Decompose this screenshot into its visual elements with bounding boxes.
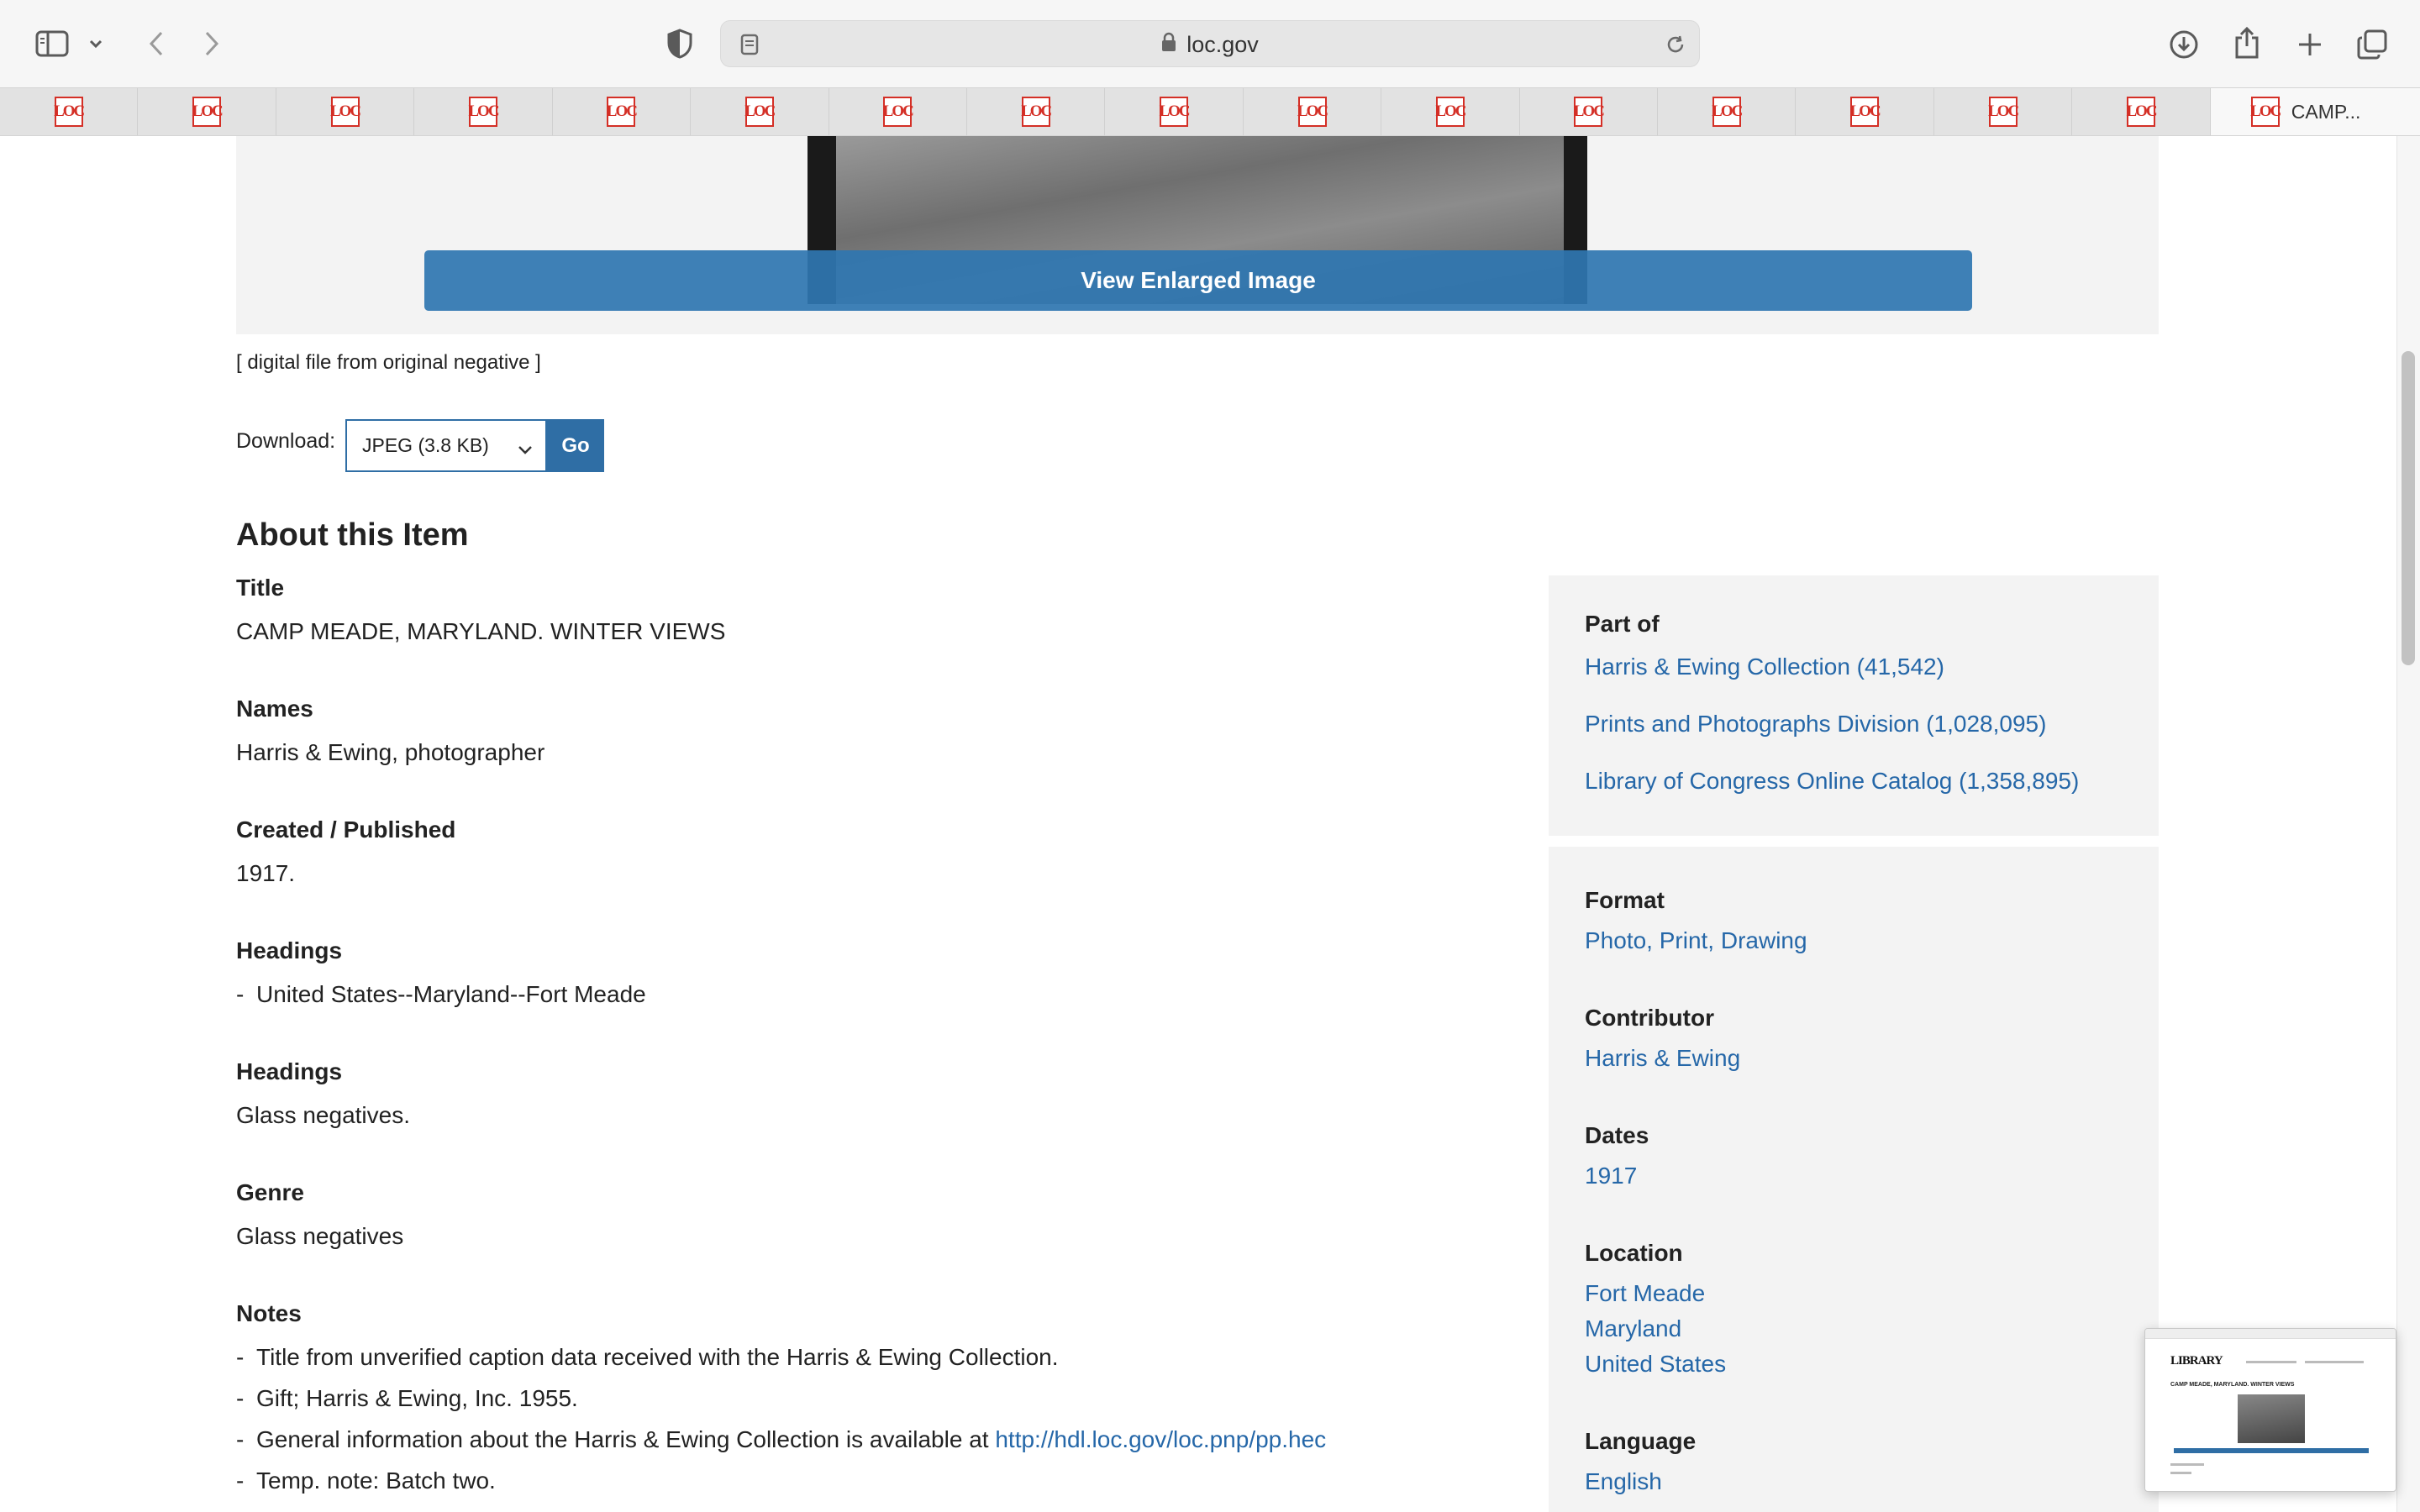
loc-favicon-icon: LOC — [1022, 97, 1050, 127]
created-value: 1917. — [236, 860, 296, 886]
browser-tab[interactable] — [138, 88, 276, 135]
genre-label: Genre — [236, 1179, 304, 1205]
download-icon[interactable] — [2165, 25, 2203, 64]
lock-icon — [1161, 32, 1176, 58]
part-of-link[interactable]: Library of Congress Online Catalog (1,358,895) — [1585, 768, 2080, 794]
browser-tab[interactable] — [967, 88, 1105, 135]
chevron-down-icon — [517, 438, 534, 460]
title-value: CAMP MEADE, MARYLAND. WINTER VIEWS — [236, 618, 726, 644]
browser-tab[interactable] — [1244, 88, 1381, 135]
loc-favicon-icon: LOC — [745, 97, 774, 127]
loc-favicon-icon: LOC — [469, 97, 497, 127]
loc-favicon-icon: LOC — [1298, 97, 1327, 127]
notes-item: - Title from unverified caption data received with the Harris & Ewing Collection. — [236, 1344, 1059, 1370]
genre-value: Glass negatives — [236, 1223, 404, 1249]
notes-item: - Temp. note: Batch two. — [236, 1467, 496, 1494]
tab-overview-icon[interactable] — [2353, 25, 2391, 64]
loc-favicon-icon: LOC — [1712, 97, 1741, 127]
browser-tab[interactable] — [691, 88, 829, 135]
forward-icon[interactable] — [195, 27, 229, 60]
download-format-value: JPEG (3.8 KB) — [362, 434, 489, 456]
browser-tab[interactable] — [414, 88, 552, 135]
loc-favicon-icon: LOC — [1160, 97, 1188, 127]
page-thumbnail-preview[interactable] — [2144, 1328, 2396, 1492]
privacy-shield-icon[interactable] — [663, 25, 697, 62]
tab-title: CAMP... — [2291, 100, 2361, 123]
browser-tab[interactable] — [829, 88, 967, 135]
browser-tab[interactable] — [2211, 88, 2420, 135]
names-value: Harris & Ewing, photographer — [236, 739, 545, 765]
browser-tab[interactable] — [1796, 88, 1933, 135]
tab-strip — [0, 87, 2420, 136]
headings-value-2: Glass negatives. — [236, 1102, 410, 1128]
browser-tab[interactable] — [1105, 88, 1243, 135]
part-of-link[interactable]: Harris & Ewing Collection (41,542) — [1585, 654, 1944, 680]
browser-tab[interactable] — [1934, 88, 2072, 135]
collection-info-link[interactable]: http://hdl.loc.gov/loc.pnp/pp.hec — [995, 1426, 1327, 1452]
image-viewer — [236, 136, 2159, 334]
browser-tab[interactable] — [1381, 88, 1519, 135]
loc-favicon-icon: LOC — [883, 97, 912, 127]
part-of-label: Part of — [1585, 611, 1660, 637]
browser-tab[interactable] — [2072, 88, 2210, 135]
share-icon[interactable] — [2228, 22, 2266, 64]
names-label: Names — [236, 696, 313, 722]
new-tab-icon[interactable] — [2291, 25, 2329, 64]
location-link[interactable]: Fort Meade — [1585, 1280, 1706, 1306]
loc-favicon-icon: LOC — [2127, 97, 2155, 127]
browser-tab[interactable] — [1520, 88, 1658, 135]
location-label: Location — [1585, 1240, 1683, 1266]
browser-toolbar — [0, 0, 2420, 87]
headings-label-2: Headings — [236, 1058, 343, 1084]
loc-favicon-icon: LOC — [1850, 97, 1879, 127]
back-icon[interactable] — [139, 27, 173, 60]
dates-link[interactable]: 1917 — [1585, 1163, 1638, 1189]
loc-favicon-icon: LOC — [1574, 97, 1602, 127]
headings-item: - United States--Maryland--Fort Meade — [236, 981, 646, 1007]
format-label: Format — [1585, 887, 1665, 913]
browser-tab[interactable] — [0, 88, 138, 135]
browser-tab[interactable] — [276, 88, 414, 135]
contributor-label: Contributor — [1585, 1005, 1714, 1031]
browser-tab[interactable] — [1658, 88, 1796, 135]
metadata-panel — [1549, 847, 2159, 1512]
created-label: Created / Published — [236, 816, 456, 843]
download-format-select[interactable] — [345, 419, 547, 472]
thumbnail-title: CAMP MEADE, MARYLAND. WINTER VIEWS — [2170, 1382, 2295, 1388]
headings-label: Headings — [236, 937, 343, 963]
contributor-link[interactable]: Harris & Ewing — [1585, 1045, 1741, 1071]
chevron-down-icon[interactable] — [84, 32, 108, 55]
loc-favicon-icon: LOC — [2251, 97, 2280, 127]
loc-favicon-icon: LOC — [331, 97, 360, 127]
loc-favicon-icon: LOC — [192, 97, 221, 127]
loc-favicon-icon: LOC — [55, 97, 83, 127]
location-link[interactable]: United States — [1585, 1351, 1727, 1377]
url-text: loc.gov — [1186, 31, 1259, 57]
go-button[interactable]: Go — [547, 419, 604, 472]
page-content — [0, 136, 2420, 1512]
image-caption: [ digital file from original negative ] — [236, 351, 541, 374]
download-label: Download: — [236, 429, 336, 453]
about-heading: About this Item — [236, 517, 469, 553]
sidebar-toggle-icon[interactable] — [34, 27, 71, 60]
notes-label: Notes — [236, 1300, 302, 1326]
language-link[interactable]: English — [1585, 1468, 1662, 1494]
browser-tab[interactable] — [553, 88, 691, 135]
format-link[interactable]: Photo, Print, Drawing — [1585, 927, 1807, 953]
scrollbar-thumb[interactable] — [2402, 351, 2415, 665]
loc-favicon-icon: LOC — [607, 97, 635, 127]
part-of-panel — [1549, 575, 2159, 836]
part-of-link[interactable]: Prints and Photographs Division (1,028,095) — [1585, 711, 2047, 737]
scrollbar-track[interactable] — [2396, 136, 2420, 1512]
language-label: Language — [1585, 1428, 1697, 1454]
loc-favicon-icon: LOC — [1989, 97, 2018, 127]
dates-label: Dates — [1585, 1122, 1649, 1148]
thumbnail-logo: LIBRARY — [2170, 1354, 2223, 1368]
loc-favicon-icon: LOC — [1436, 97, 1465, 127]
reload-icon[interactable] — [1664, 33, 1687, 56]
address-bar[interactable] — [720, 20, 1700, 67]
notes-item: - General information about the Harris & Ewing Collection is available at http://hdl.loc.gov/loc.pnp/pp.hec — [236, 1426, 1327, 1452]
thumbnail-photo — [2238, 1394, 2305, 1443]
notes-item: - Gift; Harris & Ewing, Inc. 1955. — [236, 1385, 578, 1411]
location-link[interactable]: Maryland — [1585, 1315, 1682, 1341]
title-label: Title — [236, 575, 285, 601]
view-enlarged-image-button[interactable]: View Enlarged Image — [424, 250, 1972, 311]
